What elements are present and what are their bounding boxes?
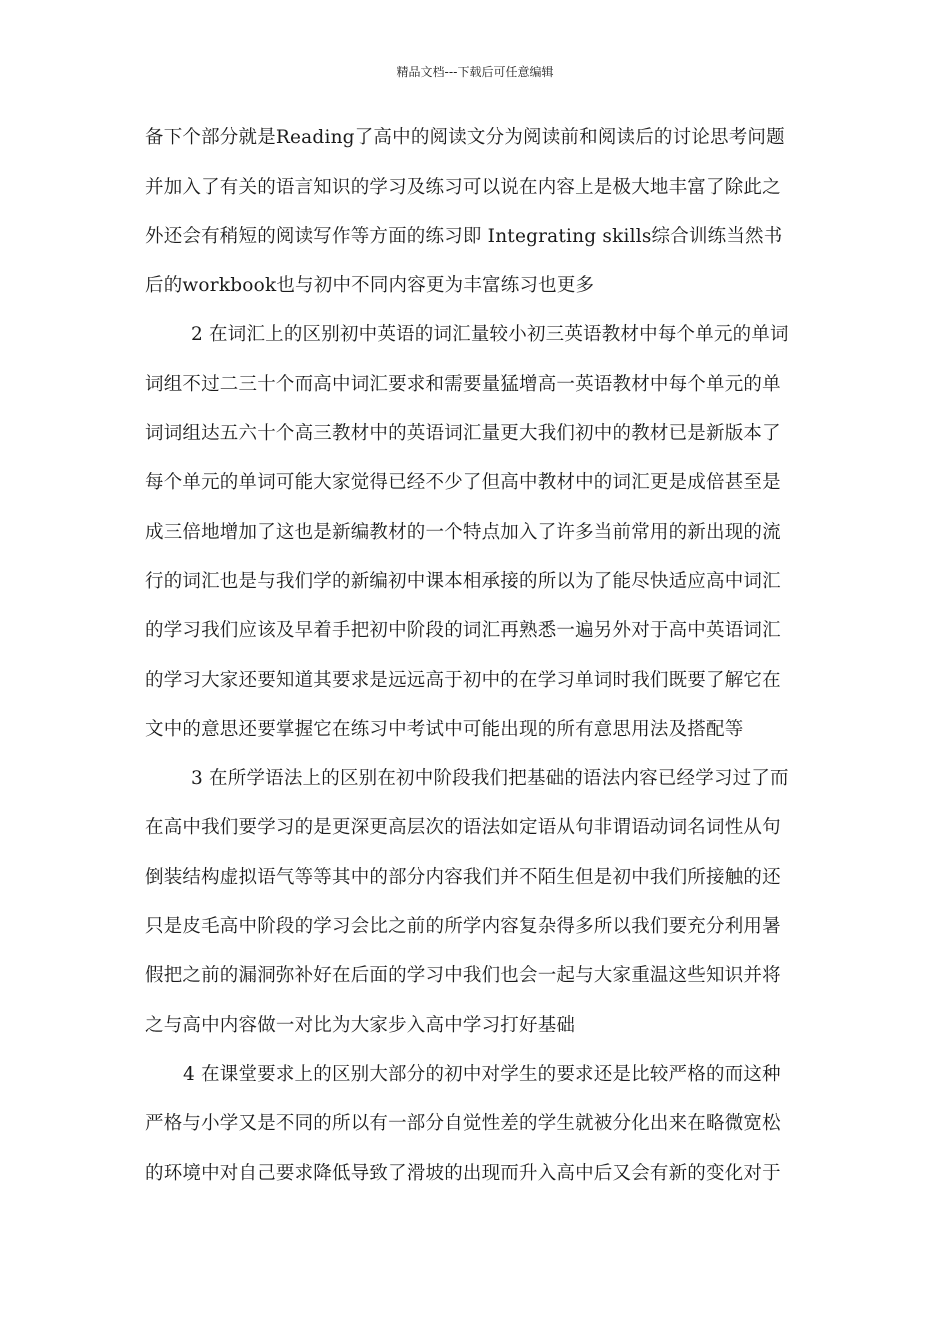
body-line: 行的词汇也是与我们学的新编初中课本相承接的所以为了能尽快适应高中词汇 [145, 571, 781, 592]
body-line: 的学习我们应该及早着手把初中阶段的词汇再熟悉一遍另外对于高中英语词汇 [145, 620, 781, 641]
body-line: 并加入了有关的语言知识的学习及练习可以说在内容上是极大地丰富了除此之 [145, 177, 781, 198]
body-line: 只是皮毛高中阶段的学习会比之前的所学内容复杂得多所以我们要充分利用暑 [145, 916, 781, 937]
body-line: 词组不过二三十个而高中词汇要求和需要量猛增高一英语教材中每个单元的单 [145, 374, 781, 395]
body-line: 每个单元的单词可能大家觉得已经不少了但高中教材中的词汇更是成倍甚至是 [145, 472, 781, 493]
body-line: 之与高中内容做一对比为大家步入高中学习打好基础 [145, 1015, 576, 1036]
body-line: 倒装结构虚拟语气等等其中的部分内容我们并不陌生但是初中我们所接触的还 [145, 867, 781, 888]
body-line: 文中的意思还要掌握它在练习中考试中可能出现的所有意思用法及搭配等 [145, 719, 744, 740]
body-line: 在高中我们要学习的是更深更高层次的语法如定语从句非谓语动词名词性从句 [145, 817, 781, 838]
paragraph-first-line: 4 在课堂要求上的区别大部分的初中对学生的要求还是比较严格的而这种 [183, 1064, 781, 1085]
body-line: 的学习大家还要知道其要求是远远高于初中的在学习单词时我们既要了解它在 [145, 670, 781, 691]
body-line: 成三倍地增加了这也是新编教材的一个特点加入了许多当前常用的新出现的流 [145, 522, 781, 543]
body-line: 严格与小学又是不同的所以有一部分自觉性差的学生就被分化出来在略微宽松 [145, 1113, 781, 1134]
body-line: 词词组达五六十个高三教材中的英语词汇量更大我们初中的教材已是新版本了 [145, 423, 781, 444]
body-line: 的环境中对自己要求降低导致了滑坡的出现而升入高中后又会有新的变化对于 [145, 1163, 781, 1184]
body-line: 外还会有稍短的阅读写作等方面的练习即 Integrating skills综合训练当然书 [145, 226, 783, 247]
body-line: 后的workbook也与初中不同内容更为丰富练习也更多 [145, 275, 595, 296]
page-header: 精品文档---下载后可任意编辑 [396, 65, 554, 79]
paragraph-first-line: 2 在词汇上的区别初中英语的词汇量较小初三英语教材中每个单元的单词 [191, 324, 789, 345]
body-line: 备下个部分就是Reading了高中的阅读文分为阅读前和阅读后的讨论思考问题 [145, 127, 785, 148]
paragraph-first-line: 3 在所学语法上的区别在初中阶段我们把基础的语法内容已经学习过了而 [191, 768, 789, 789]
body-line: 假把之前的漏洞弥补好在后面的学习中我们也会一起与大家重温这些知识并将 [145, 965, 781, 986]
